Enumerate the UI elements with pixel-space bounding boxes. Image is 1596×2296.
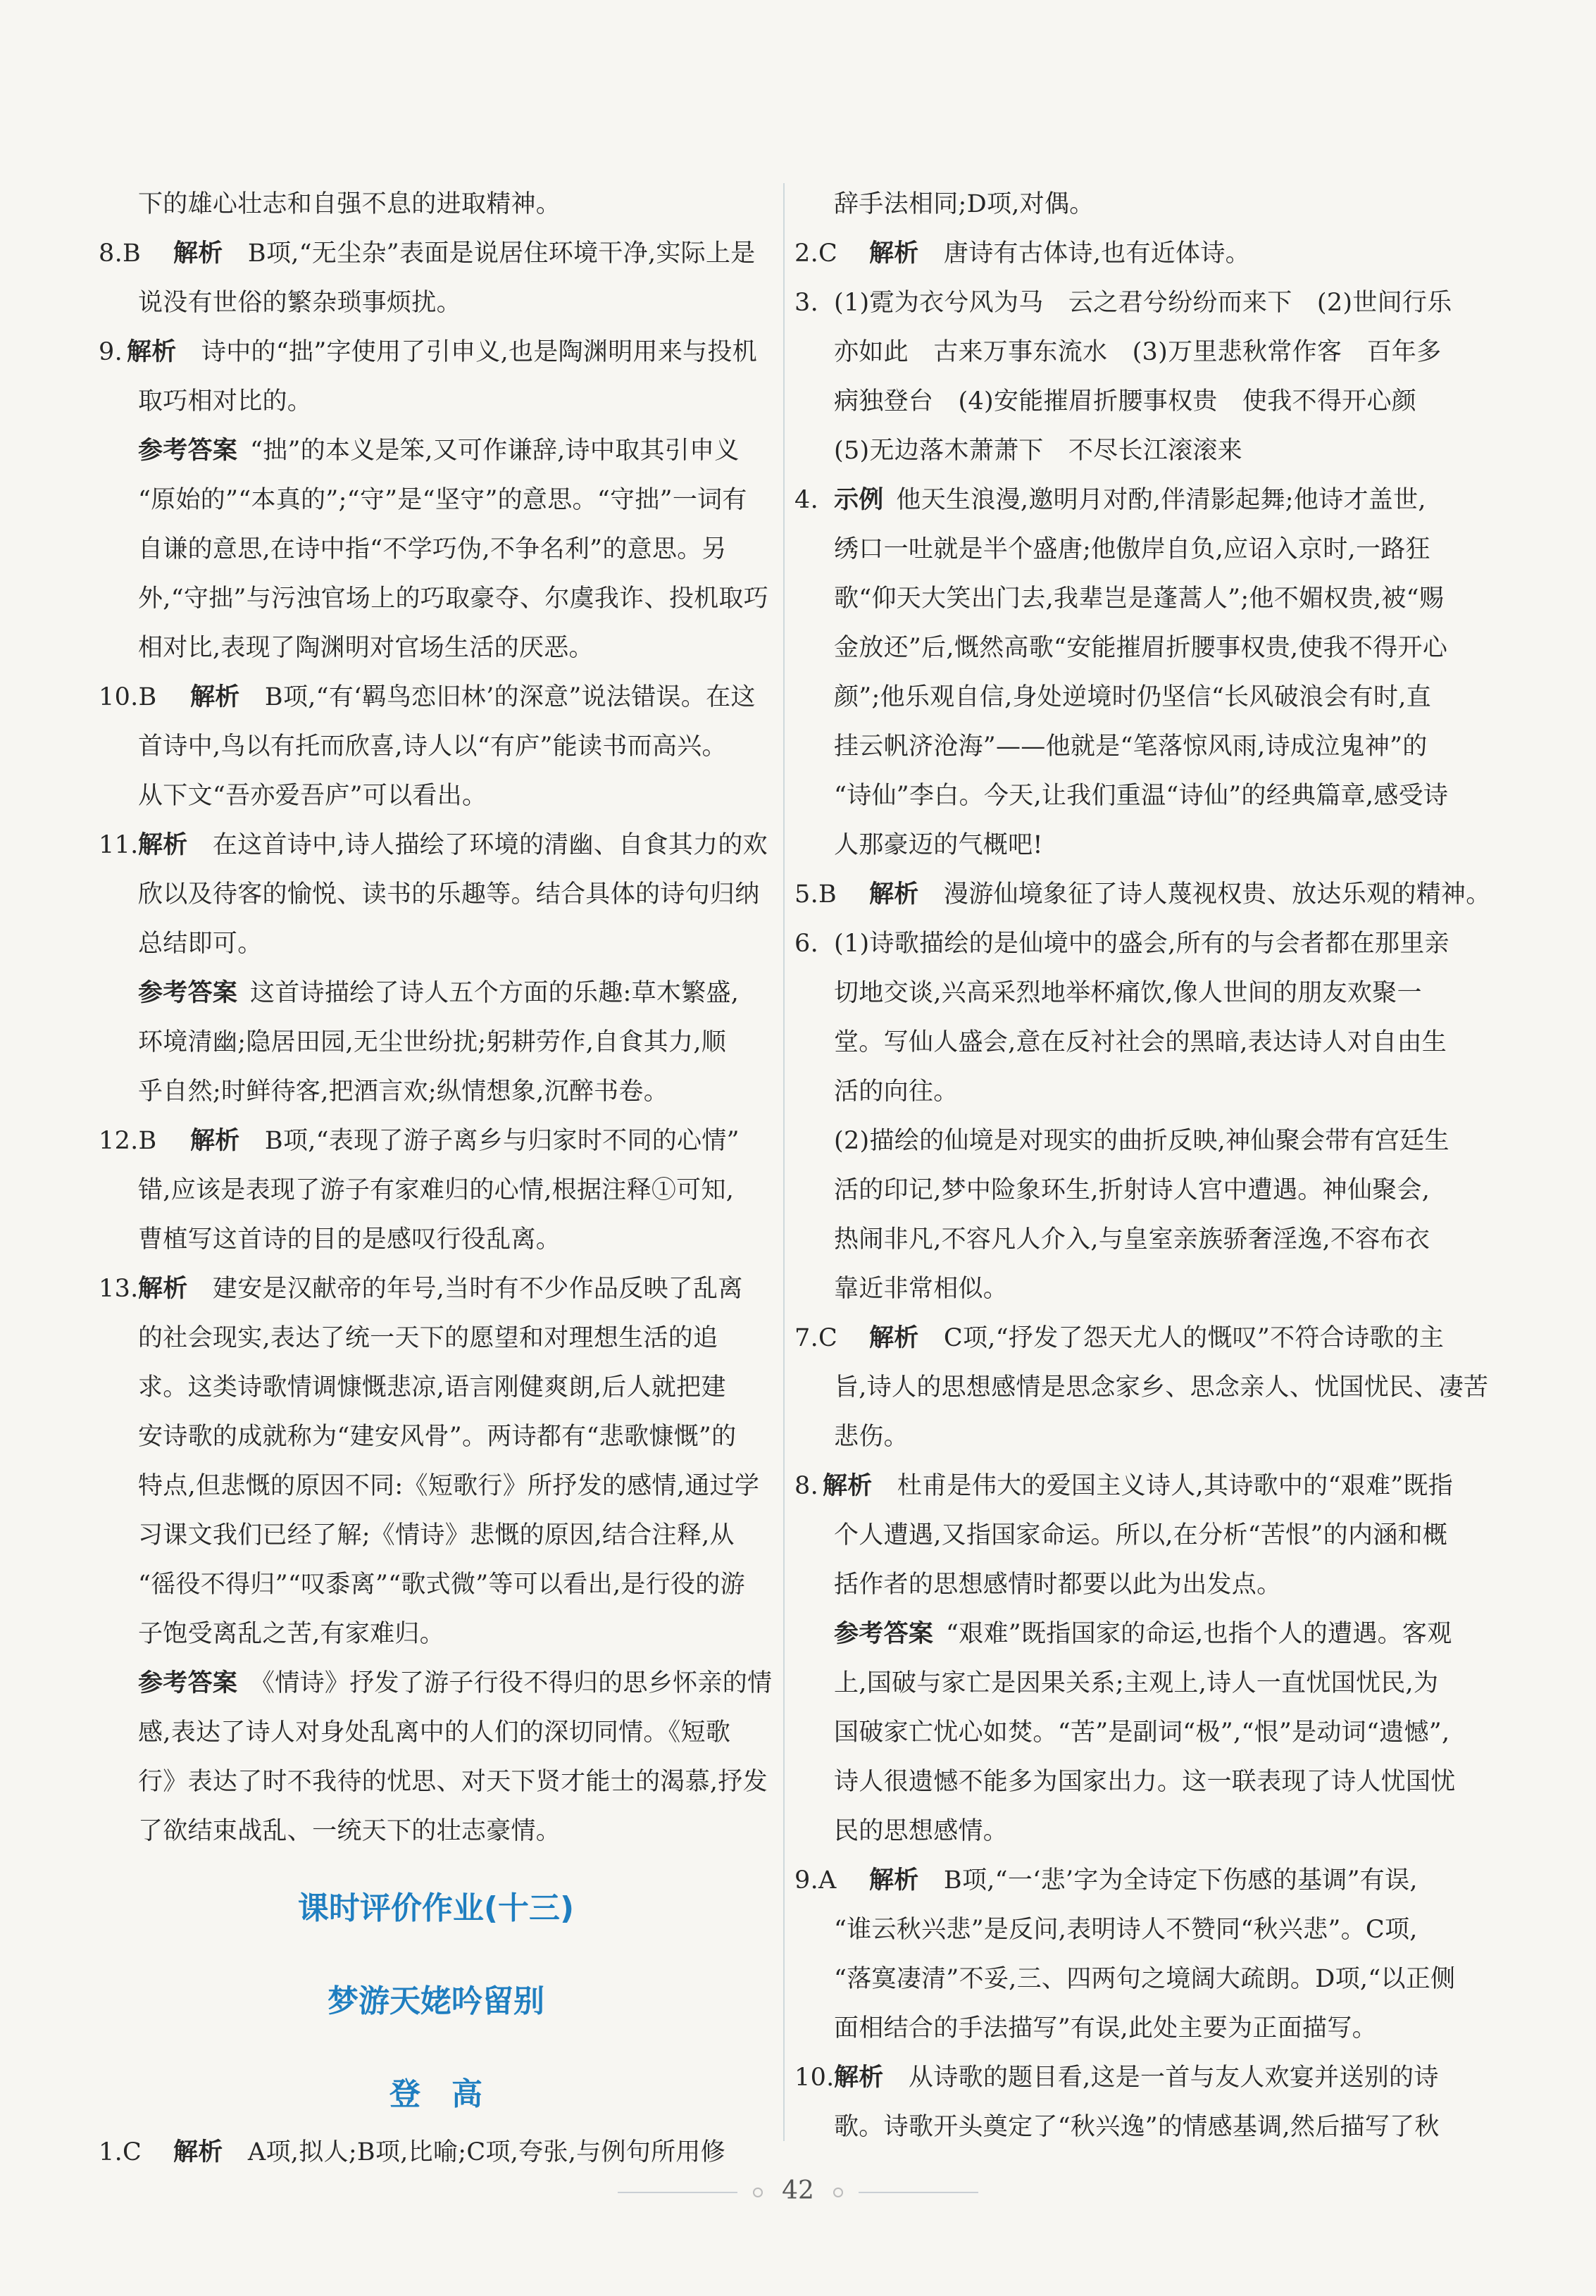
text-line: 歌。诗歌开头奠定了“秋兴逸”的情感基调,然后描写了秋 — [834, 2113, 1440, 2141]
text-line: 他天生浪漫,邀明月对酌,伴清影起舞;他诗才盖世, — [896, 486, 1426, 514]
answer-10-line — [794, 2053, 1469, 2102]
analysis-label: 解析 — [173, 2138, 223, 2166]
text-line: 个人遭遇,又指国家命运。所以,在分析“苦恨”的内涵和概 — [834, 1521, 1448, 1549]
analysis-label: 解析 — [869, 1866, 919, 1895]
text-line: 面相结合的手法描写”有误,此处主要为正面描写。 — [834, 2014, 1377, 2042]
column-divider — [783, 183, 785, 2141]
reference-answer-line — [99, 1659, 773, 1708]
right-column — [794, 180, 1491, 2152]
answer-number: 5.B — [794, 880, 837, 909]
text-line: 括作者的思想感情时都要以此为出发点。 — [834, 1571, 1282, 1599]
answer-2-line — [794, 229, 1469, 278]
reference-answer-label: 参考答案 — [834, 1620, 934, 1648]
text-line: 建安是汉献帝的年号,当时有不少作品反映了乱离 — [212, 1275, 743, 1303]
text-line: 活的印记,梦中险象环生,折射诗人宫中遭遇。神仙聚会, — [834, 1176, 1430, 1204]
answer-8-line — [794, 1461, 1469, 1511]
text-line: “谁云秋兴悲”是反问,表明诗人不赞同“秋兴悲”。C项, — [834, 1916, 1418, 1944]
text-line: 堂。写仙人盛会,意在反衬社会的黑暗,表达诗人对自由生 — [834, 1028, 1447, 1056]
text-line: A项,拟人;B项,比喻;C项,夸张,与例句所用修 — [247, 2138, 725, 2166]
reference-answer-label: 参考答案 — [138, 1669, 238, 1697]
answer-number: 12.B — [99, 1127, 157, 1155]
analysis-label: 解析 — [127, 338, 177, 366]
text-line: 切地交谈,兴高采烈地举杯痛饮,像人世间的朋友欢聚一 — [834, 979, 1422, 1007]
text-line: 绣口一吐就是半个盛唐;他傲岸自负,应诏入京时,一路狂 — [834, 535, 1430, 563]
text-line: 病独登台 (4)安能摧眉折腰事权贵 使我不得开心颜 — [834, 387, 1417, 416]
answer-12-line — [99, 1116, 773, 1166]
answer-7-line — [794, 1314, 1469, 1363]
text-line: 金放还”后,慨然高歌“安能摧眉折腰事权贵,使我不得开心 — [834, 634, 1448, 662]
text-line: C项,“抒发了怨天尤人的慨叹”不符合诗歌的主 — [943, 1324, 1445, 1352]
answer-number: 10.B — [99, 683, 157, 711]
answer-number: 1.C — [99, 2138, 142, 2166]
text-line: 外,“守拙”与污浊官场上的巧取豪夺、尔虞我诈、投机取巧 — [138, 585, 769, 613]
answer-number: 7.C — [794, 1324, 838, 1352]
text-line: 子饱受离乱之苦,有家难归。 — [138, 1620, 445, 1648]
text-line: 颜”;他乐观自信,身处逆境时仍坚信“长风破浪会有时,直 — [834, 683, 1431, 711]
text-line: 曹植写这首诗的目的是感叹行役乱离。 — [138, 1225, 561, 1254]
text-line: “落寞凄清”不妥,三、四两句之境阔大疏朗。D项,“以正侧 — [834, 1965, 1456, 1993]
answer-9-line — [99, 327, 773, 377]
analysis-label: 解析 — [173, 239, 223, 268]
text-line: B项,“表现了游子离乡与归家时不同的心情” — [264, 1127, 740, 1155]
text-line: B项,“有‘羁鸟恋旧林’的深意”说法错误。在这 — [264, 683, 756, 711]
reference-answer-line — [794, 1609, 1469, 1659]
section-title: 课时评价作业(十三) — [297, 1890, 575, 1926]
page-number: 42 — [782, 2176, 814, 2205]
text-line: 的社会现实,表达了统一天下的愿望和对理想生活的追 — [138, 1324, 718, 1352]
text-line: 民的思想感情。 — [834, 1817, 1009, 1845]
text-line: 国破家亡忧心如焚。“苦”是副词“极”,“恨”是动词“遗憾”, — [834, 1718, 1450, 1747]
analysis-label: 解析 — [138, 831, 188, 859]
analysis-label: 解析 — [869, 239, 919, 268]
text-line: (5)无边落木萧萧下 不尽长江滚滚来 — [834, 437, 1242, 465]
text-line: 特点,但悲慨的原因不同:《短歌行》所抒发的感情,通过学 — [138, 1472, 760, 1500]
text-line: 挂云帆济沧海”——他就是“笔落惊风雨,诗成泣鬼神”的 — [834, 732, 1428, 761]
text-line: 取巧相对比的。 — [138, 387, 313, 416]
text-line: 总结即可。 — [138, 930, 263, 958]
text-line: B项,“一‘悲’字为全诗定下伤感的基调”有误, — [943, 1866, 1418, 1895]
footer-dot-left — [753, 2188, 763, 2197]
reference-answer-label: 参考答案 — [138, 979, 238, 1007]
text-line: 亦如此 古来万事东流水 (3)万里悲秋常作客 百年多 — [834, 338, 1442, 366]
analysis-label: 解析 — [869, 880, 919, 909]
text-line: 说没有世俗的繁杂琐事烦扰。 — [138, 289, 461, 317]
text-line: (1)霓为衣兮风为马 云之君兮纷纷而来下 (2)世间行乐 — [834, 289, 1452, 317]
answer-10-line — [99, 673, 773, 722]
text-line: 首诗中,鸟以有托而欣喜,诗人以“有庐”能读书而高兴。 — [138, 732, 727, 761]
text-line: 下的雄心壮志和自强不息的进取精神。 — [138, 190, 561, 218]
reference-answer-line — [99, 968, 773, 1018]
footer-rule-left — [618, 2192, 737, 2193]
answer-number: 2.C — [794, 239, 838, 268]
text-line: “原始的”“本真的”;“守”是“坚守”的意思。“守拙”一词有 — [138, 486, 747, 514]
text-line: (2)描绘的仙境是对现实的曲折反映,神仙聚会带有宫廷生 — [834, 1127, 1450, 1155]
answer-1-line — [99, 2128, 773, 2177]
text-line: 习课文我们已经了解;《情诗》悲慨的原因,结合注释,从 — [138, 1521, 735, 1549]
answer-3-line — [794, 278, 1469, 327]
example-label: 示例 — [834, 486, 884, 514]
text-line: 歌“仰天大笑出门去,我辈岂是蓬蒿人”;他不媚权贵,被“赐 — [834, 585, 1445, 613]
text-line: 诗人很遗憾不能多为国家出力。这一联表现了诗人忧国忧 — [834, 1768, 1456, 1796]
answer-9-line — [794, 1856, 1469, 1905]
lesson-subtitle: 登 高 — [389, 2076, 482, 2112]
answer-number: 4. — [794, 486, 818, 514]
answer-number: 9.A — [794, 1866, 837, 1895]
text-line: 悲伤。 — [834, 1423, 909, 1451]
text-line: 相对比,表现了陶渊明对官场生活的厌恶。 — [138, 634, 594, 662]
lesson-title: 梦游天姥吟留别 — [328, 1983, 544, 2019]
text-line: 旨,诗人的思想感情是思念家乡、思念亲人、忧国忧民、凄苦 — [834, 1373, 1489, 1402]
text-line: 人那豪迈的气概吧! — [834, 831, 1043, 859]
page-footer — [0, 2176, 1596, 2205]
text-line: (1)诗歌描绘的是仙境中的盛会,所有的与会者都在那里亲 — [834, 930, 1450, 958]
text-line: 欣以及待客的愉悦、读书的乐趣等。结合具体的诗句归纳 — [138, 880, 760, 909]
footer-rule-right — [859, 2192, 978, 2193]
text-line: 这首诗描绘了诗人五个方面的乐趣:草木繁盛, — [250, 979, 740, 1007]
text-line: 《情诗》抒发了游子行役不得归的思乡怀亲的情 — [250, 1669, 773, 1697]
text-line: 靠近非常相似。 — [834, 1275, 1009, 1303]
text-line: 从诗歌的题目看,这是一首与友人欢宴并送别的诗 — [908, 2064, 1439, 2092]
answer-number: 9. — [99, 338, 123, 366]
reference-answer-line — [99, 426, 773, 475]
analysis-label: 解析 — [869, 1324, 919, 1352]
analysis-label: 解析 — [138, 1275, 188, 1303]
answer-number: 11. — [99, 831, 139, 859]
analysis-label: 解析 — [823, 1472, 873, 1500]
text-line: 在这首诗中,诗人描绘了环境的清幽、自食其力的欢 — [212, 831, 768, 859]
text-line: 安诗歌的成就称为“建安风骨”。两诗都有“悲歌慷慨”的 — [138, 1423, 737, 1451]
text-line: 错,应该是表现了游子有家难归的心情,根据注释①可知, — [138, 1176, 735, 1204]
answer-number: 13. — [99, 1275, 139, 1303]
text-line: 上,国破与家亡是因果关系;主观上,诗人一直忧国忧民,为 — [834, 1669, 1439, 1697]
answer-number: 6. — [794, 930, 818, 958]
text-line: “徭役不得归”“叹黍离”“歌式微”等可以看出,是行役的游 — [138, 1571, 745, 1599]
text-line: “诗仙”李白。今天,让我们重温“诗仙”的经典篇章,感受诗 — [834, 782, 1449, 810]
text-line: 自谦的意思,在诗中指“不学巧伪,不争名利”的意思。另 — [138, 535, 727, 563]
text-line: 漫游仙境象征了诗人蔑视权贵、放达乐观的精神。 — [943, 880, 1491, 909]
text-line: 了欲结束战乱、一统天下的壮志豪情。 — [138, 1817, 561, 1845]
answer-11-line — [99, 821, 773, 870]
text-line: 活的向往。 — [834, 1078, 959, 1106]
answer-number: 8.B — [99, 239, 142, 268]
text-line: 行》表达了时不我待的忧思、对天下贤才能士的渴慕,抒发 — [138, 1768, 768, 1796]
text-line: “拙”的本义是笨,又可作谦辞,诗中取其引申义 — [250, 437, 740, 465]
analysis-label: 解析 — [834, 2064, 884, 2092]
text-line: 感,表达了诗人对身处乱离中的人们的深切同情。《短歌 — [138, 1718, 731, 1747]
reference-answer-label: 参考答案 — [138, 437, 238, 465]
left-column — [99, 180, 773, 2177]
answer-number: 3. — [794, 289, 818, 317]
text-line: “艰难”既指国家的命运,也指个人的遭遇。客观 — [946, 1620, 1452, 1648]
text-line: 环境清幽;隐居田园,无尘世纷扰;躬耕劳作,自食其力,顺 — [138, 1028, 727, 1056]
footer-dot-right — [833, 2188, 843, 2197]
answer-5-line — [794, 870, 1491, 919]
text-line: 杜甫是伟大的爱国主义诗人,其诗歌中的“艰难”既指 — [897, 1472, 1454, 1500]
text-line: B项,“无尘杂”表面是说居住环境干净,实际上是 — [247, 239, 756, 268]
answer-4-line — [794, 475, 1469, 525]
text-line: 乎自然;时鲜待客,把酒言欢;纵情想象,沉醉书卷。 — [138, 1078, 669, 1106]
answer-number: 10. — [794, 2064, 835, 2092]
text-line: 热闹非凡,不容凡人介入,与皇室亲族骄奢淫逸,不容布衣 — [834, 1225, 1430, 1254]
answer-number: 8. — [794, 1472, 818, 1500]
analysis-label: 解析 — [190, 1127, 240, 1155]
text-line: 辞手法相同;D项,对偶。 — [834, 190, 1095, 218]
text-line: 从下文“吾亦爱吾庐”可以看出。 — [138, 782, 487, 810]
answer-6-line — [794, 919, 1469, 968]
analysis-label: 解析 — [190, 683, 240, 711]
text-line: 诗中的“拙”字使用了引申义,也是陶渊明用来与投机 — [201, 338, 758, 366]
answer-13-line — [99, 1264, 773, 1314]
text-line: 求。这类诗歌情调慷慨悲凉,语言刚健爽朗,后人就把建 — [138, 1373, 726, 1402]
answer-8-line — [99, 229, 773, 278]
text-line: 唐诗有古体诗,也有近体诗。 — [943, 239, 1250, 268]
